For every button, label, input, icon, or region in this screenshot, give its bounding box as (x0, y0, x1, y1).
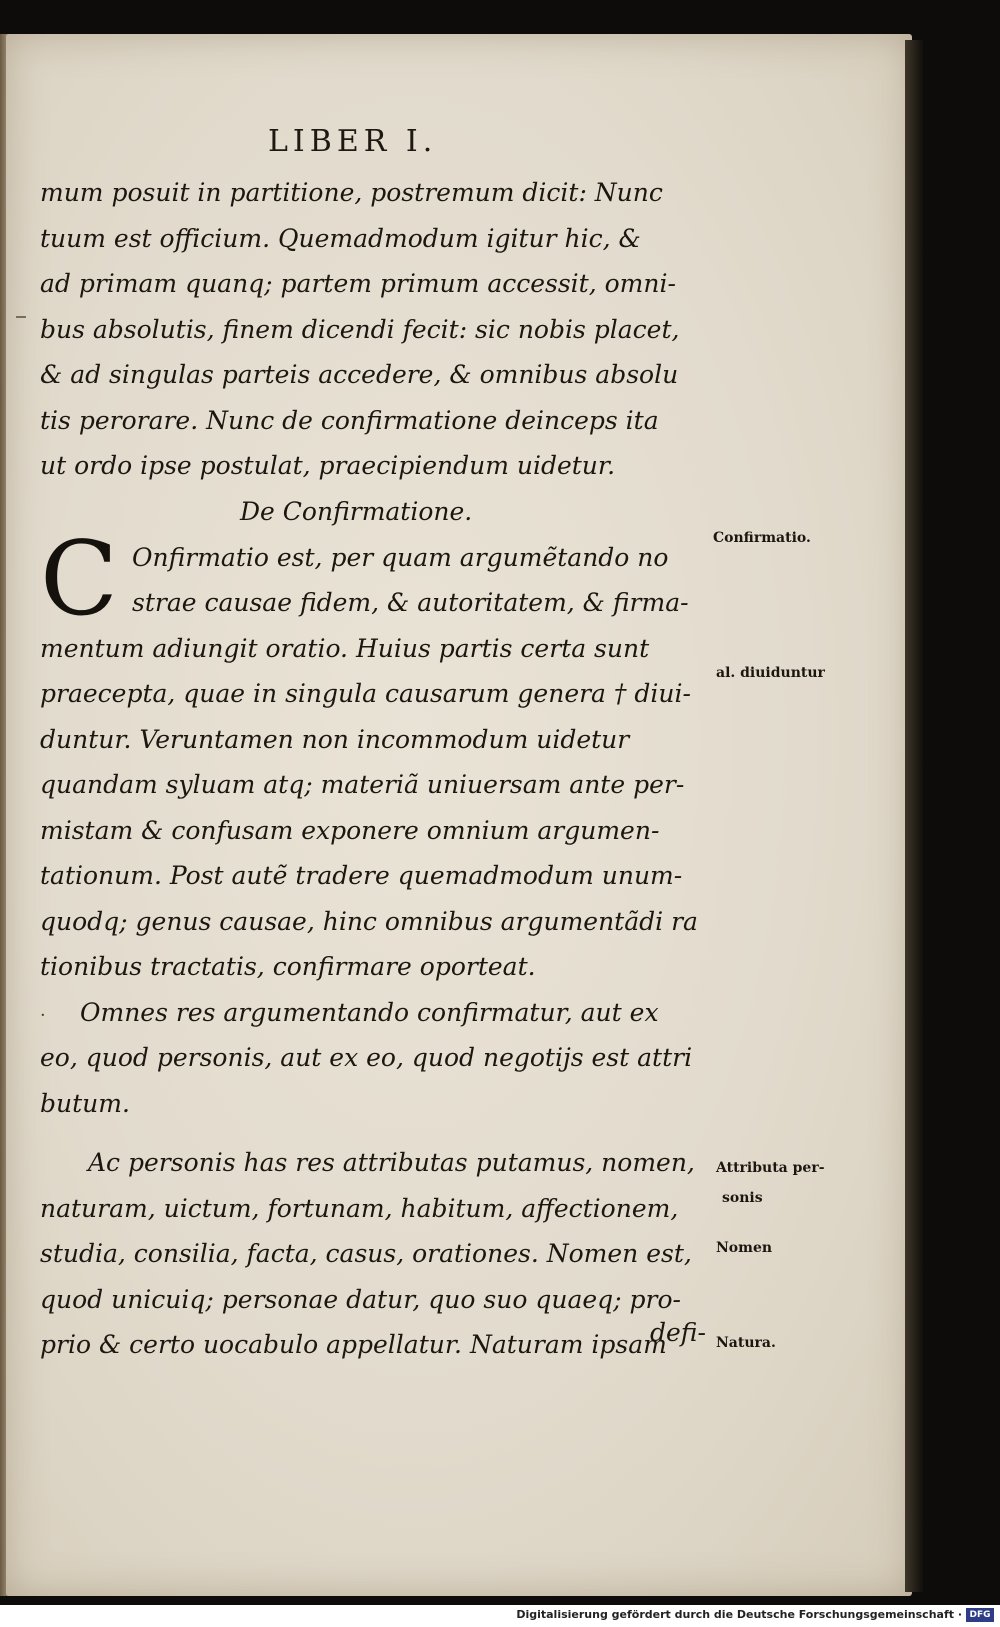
main-text-block (40, 170, 710, 1368)
marginal-note-attributa: Attributa per- (716, 1160, 825, 1176)
marginal-note-diuiduntur: al. diuiduntur (716, 665, 825, 681)
text-line: bus absolutis, finem dicendi fecit: sic nobis placet, (40, 314, 680, 344)
page-gutter-shadow (905, 40, 923, 1592)
text-line: Onfirmatio est, per quam argumẽtando no (132, 542, 669, 572)
confirmatio-paragraph (40, 519, 710, 990)
margin-hyphen-mark (16, 316, 26, 318)
marginal-note-confirmatio: Confirmatio. (713, 530, 811, 546)
text-line: prio & certo uocabulo appellatur. Naturam ipsam (40, 1330, 667, 1359)
text-line: mum posuit in partitione, postremum dicit: Nunc (40, 178, 663, 207)
running-head: LIBER I. (268, 124, 438, 159)
text-line: & ad singulas parteis accedere, & omnibus absolu (40, 360, 679, 389)
digitization-footer (0, 1605, 1000, 1627)
text-line: mentum adiungit oratio. Huius partis certa sunt (40, 633, 650, 663)
text-line: studia, consilia, facta, casus, orationes. Nomen est, (40, 1239, 692, 1268)
text-line: naturam, uictum, fortunam, habitum, affectionem, (40, 1193, 679, 1223)
text-line: tuum est officium. Quemadmodum igitur hic, & (40, 223, 641, 253)
text-line: ut ordo ipse postulat, praecipiendum uidetur. (40, 451, 616, 480)
marginal-note-natura: Natura. (716, 1335, 776, 1351)
text-line: tis perorare. Nunc de confirmatione deinceps ita (40, 405, 659, 435)
text-line: ad primam quanq; partem primum accessit, omni- (40, 269, 676, 298)
text-line: tionibus tractatis, confirmare oporteat. (40, 952, 536, 981)
text-line: Ac personis has res attributas putamus, nomen, (88, 1148, 695, 1177)
text-line: eo, quod personis, aut ex eo, quod negotijs est attri (40, 1043, 693, 1072)
text-line: quod unicuiq; personae datur, quo suo quaeq; pro- (40, 1284, 681, 1314)
text-line: strae causae fidem, & autoritatem, & firma- (132, 588, 689, 617)
omnes-paragraph-first-line (40, 990, 710, 1036)
drop-cap-initial: C (40, 519, 119, 639)
dfg-logo: DFG (966, 1608, 994, 1622)
text-line: mistam & confusam exponere omnium argumen- (40, 815, 660, 845)
marginal-note-nomen: Nomen (716, 1240, 773, 1256)
paragraph-mark: · (40, 1004, 46, 1026)
text-line: praecepta, quae in singula causarum genera † diui- (40, 679, 691, 708)
marginal-note-attributa-cont: sonis (722, 1190, 763, 1206)
text-line: tationum. Post autẽ tradere quemadmodum unum- (40, 861, 683, 890)
text-line: quodq; genus causae, hinc omnibus argumentãdi ra (40, 906, 698, 936)
text-line: quandam syluam atq; materiã uniuersam ante per- (40, 770, 685, 799)
text-line: butum. (40, 1088, 130, 1118)
digitization-notice: Digitalisierung gefördert durch die Deutsche Forschungsgemeinschaft · (516, 1608, 962, 1621)
text-line: Omnes res argumentando confirmatur, aut ex (80, 997, 659, 1027)
section-heading: De Confirmatione. (240, 496, 473, 526)
catchword: defi- (650, 1318, 706, 1347)
text-line: duntur. Veruntamen non incommodum uidetur (40, 724, 630, 754)
paragraph-gap (40, 1126, 710, 1140)
